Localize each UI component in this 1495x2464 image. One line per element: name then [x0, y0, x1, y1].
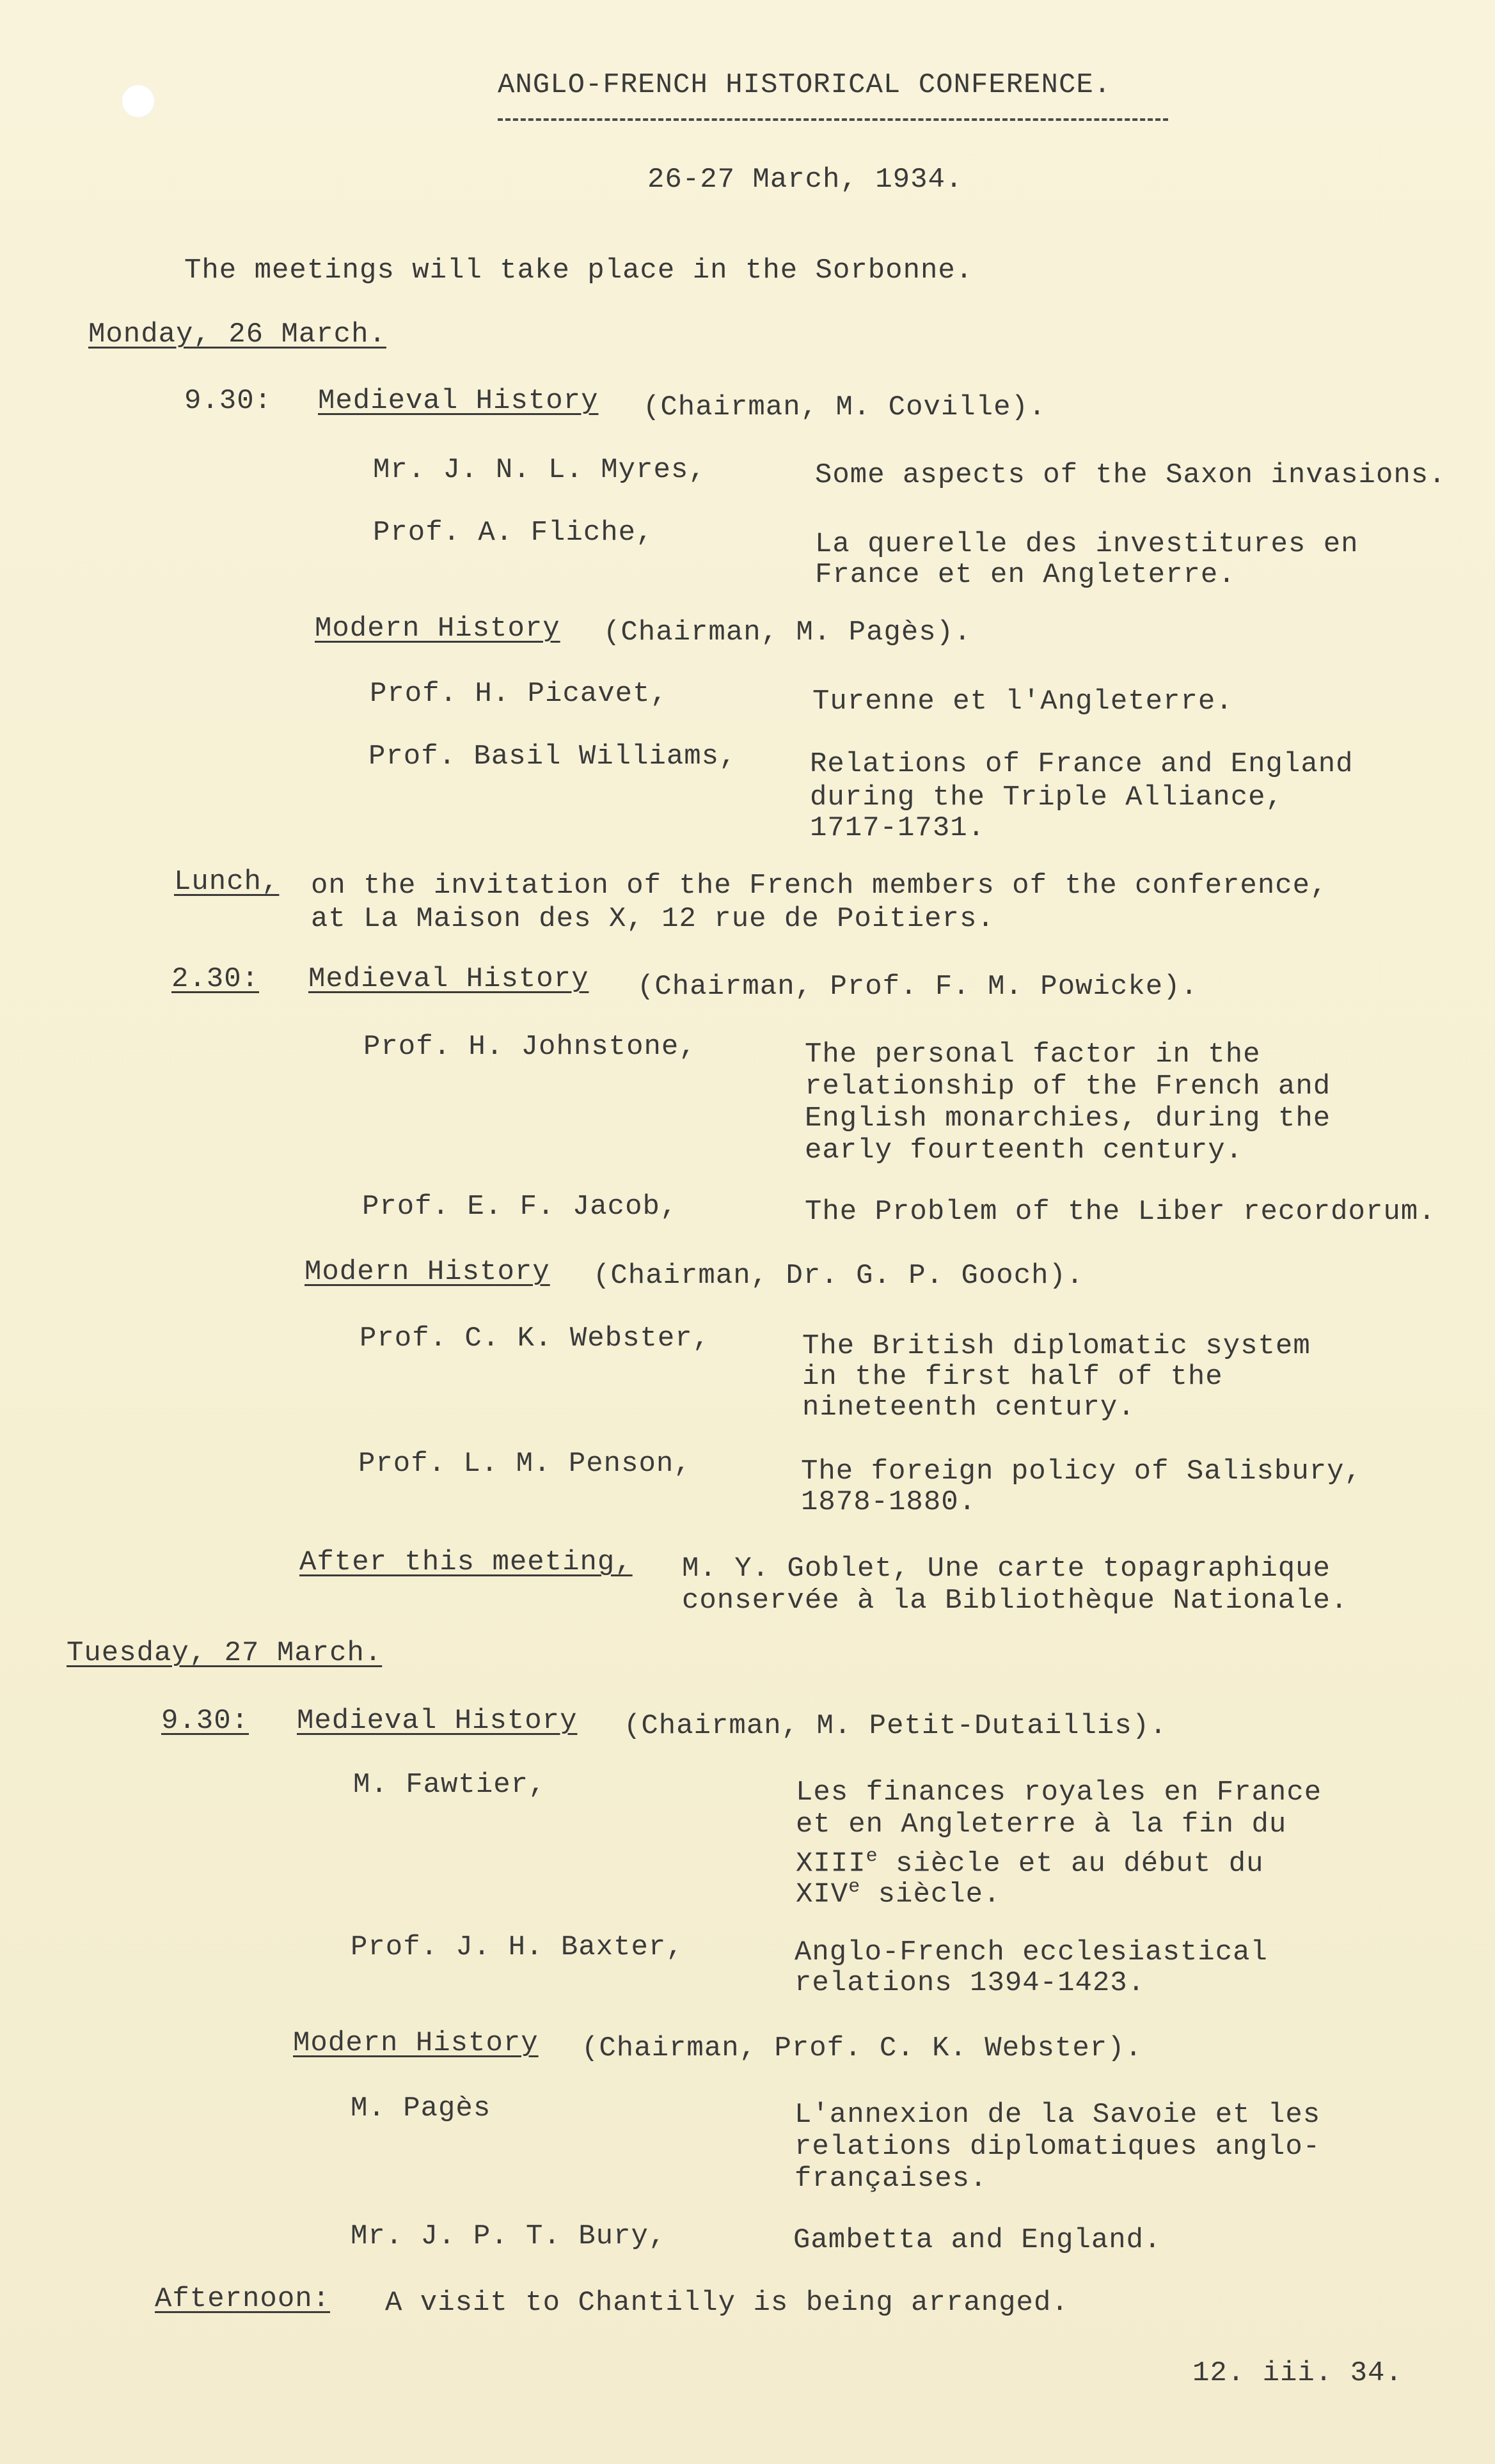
session-time: 9.30: [161, 1705, 249, 1737]
after-meeting-text: conservée à la Bibliothèque Nationale. [682, 1585, 1349, 1617]
paper-title: Some aspects of the Saxon invasions. [815, 459, 1446, 491]
paper-title: Gambetta and England. [793, 2224, 1162, 2256]
session-chair: (Chairman, M. Petit-Dutaillis). [624, 1710, 1167, 1742]
after-meeting-text: M. Y. Goblet, Une carte topagraphique [682, 1553, 1331, 1585]
after-meeting-label: After this meeting, [299, 1546, 633, 1578]
speaker: Prof. E. F. Jacob, [362, 1191, 678, 1223]
paper-title: relations diplomatiques anglo- [795, 2131, 1321, 2163]
paper-title: The foreign policy of Salisbury, [801, 1456, 1362, 1487]
paper-title: The Problem of the Liber recordorum. [805, 1196, 1436, 1228]
paper-title: Relations of France and England [810, 748, 1354, 780]
paper-title: English monarchies, during the [805, 1103, 1331, 1134]
paper-title: relations 1394-1423. [795, 1967, 1146, 1999]
session-chair: (Chairman, M. Pagès). [603, 616, 972, 648]
roman-numeral: XIV [796, 1878, 849, 1911]
tuesday-heading: Tuesday, 27 March. [67, 1637, 383, 1669]
roman-numeral: XIII [796, 1848, 866, 1880]
speaker: M. Fawtier, [353, 1769, 546, 1801]
session-label: Medieval History [318, 385, 599, 417]
paper-title: et en Angleterre à la fin du [796, 1809, 1287, 1840]
paper-title-text: siècle. [878, 1878, 1001, 1911]
session-label: Medieval History [308, 963, 589, 995]
paper-title: during the Triple Alliance, [810, 781, 1283, 813]
session-label: Modern History [293, 2027, 539, 2059]
paper-title: nineteenth century. [802, 1392, 1135, 1424]
paper-title: 1717-1731. [810, 812, 986, 844]
paper-title: relationship of the French and [805, 1071, 1331, 1103]
afternoon-text: A visit to Chantilly is being arranged. [385, 2287, 1069, 2319]
paper-title: in the first half of the [802, 1361, 1223, 1393]
punch-hole [122, 84, 155, 118]
footer-date-ref: 12. iii. 34. [1192, 2357, 1403, 2389]
conference-title: ANGLO-FRENCH HISTORICAL CONFERENCE. [498, 69, 1112, 101]
speaker: Prof. H. Picavet, [370, 678, 668, 710]
lunch-label: Lunch, [174, 866, 280, 898]
speaker: Prof. J. H. Baxter, [351, 1931, 684, 1963]
speaker: Prof. C. K. Webster, [360, 1322, 711, 1354]
paper-title: Les finances royales en France [796, 1777, 1322, 1809]
lunch-text: on the invitation of the French members of the conference, [311, 870, 1328, 902]
conference-dates: 26-27 March, 1934. [647, 164, 963, 196]
paper-title: La querelle des investitures en [815, 528, 1359, 560]
superscript: e [848, 1876, 861, 1898]
paper-title: The personal factor in the [805, 1039, 1261, 1071]
monday-heading: Monday, 26 March. [88, 318, 386, 350]
speaker: Prof. L. M. Penson, [358, 1448, 692, 1480]
session-chair: (Chairman, M. Coville). [643, 391, 1047, 423]
session-label: Modern History [315, 613, 560, 645]
paper-title: early fourteenth century. [805, 1134, 1244, 1166]
paper-title: françaises. [795, 2163, 988, 2195]
afternoon-label: Afternoon: [155, 2283, 331, 2315]
lunch-text: at La Maison des X, 12 rue de Poitiers. [311, 903, 995, 935]
intro-text: The meetings will take place in the Sorbonne. [184, 255, 974, 286]
session-time: 9.30: [184, 385, 273, 417]
speaker: M. Pagès [351, 2092, 491, 2124]
speaker: Prof. Basil Williams, [368, 741, 737, 773]
paper-title-line [796, 1871, 1001, 1911]
session-chair: (Chairman, Dr. G. P. Gooch). [593, 1260, 1084, 1292]
superscript: e [866, 1846, 878, 1867]
paper-title-text: siècle et au début du [896, 1848, 1264, 1880]
title-dashed-rule [498, 118, 1168, 121]
speaker: Mr. J. N. L. Myres, [373, 454, 706, 486]
session-time: 2.30: [171, 963, 260, 995]
paper-title: 1878-1880. [801, 1486, 977, 1518]
paper-title: France et en Angleterre. [815, 559, 1236, 591]
paper-title: L'annexion de la Savoie et les [795, 2099, 1321, 2131]
paper-title: Anglo-French ecclesiastical [795, 1936, 1268, 1968]
speaker: Mr. J. P. T. Bury, [351, 2220, 667, 2252]
session-label: Medieval History [297, 1705, 578, 1737]
session-chair: (Chairman, Prof. F. M. Powicke). [637, 971, 1198, 1003]
speaker: Prof. A. Fliche, [373, 517, 654, 549]
session-label: Modern History [305, 1256, 550, 1288]
speaker: Prof. H. Johnstone, [363, 1031, 697, 1063]
paper-title: Turenne et l'Angleterre. [812, 686, 1233, 718]
paper-title: The British diplomatic system [802, 1330, 1311, 1362]
session-chair: (Chairman, Prof. C. K. Webster). [581, 2032, 1143, 2064]
